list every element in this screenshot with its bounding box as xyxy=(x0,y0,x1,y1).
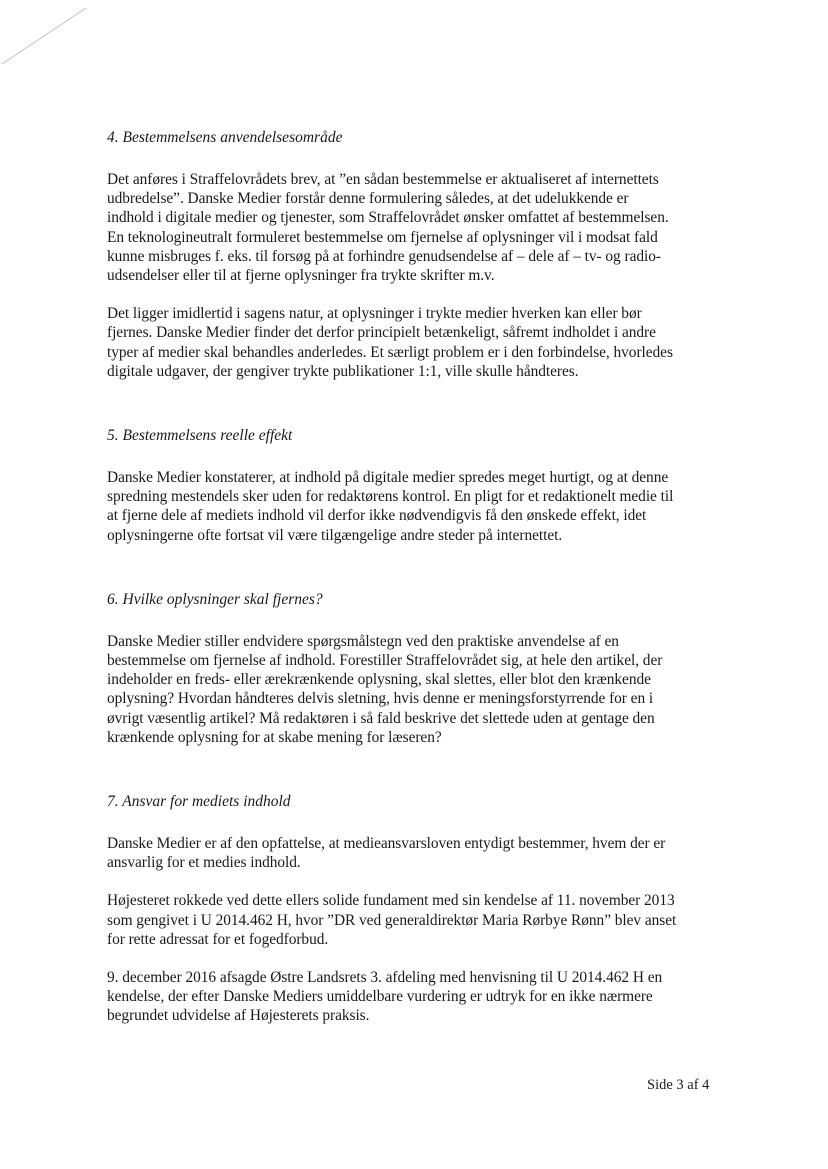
scan-corner-mark xyxy=(0,0,100,70)
section-heading: 4. Bestemmelsens anvendelsesområde xyxy=(107,129,343,146)
text-line: typer af medier skal behandles anderledes. Et særligt problem er i den forbindelse, hvorledes xyxy=(107,343,673,361)
text-line: 9. december 2016 afsagde Østre Landsrets 3. afdeling med henvisning til U 2014.462 H en xyxy=(107,969,663,987)
text-line: kendelse, der efter Danske Mediers umiddelbare vurdering er udtryk for en ikke nærmere xyxy=(107,988,653,1006)
paragraph xyxy=(107,304,719,381)
text-line: spredning mestendels sker uden for redaktørens kontrol. En pligt for et redaktionelt medie til xyxy=(107,488,674,506)
text-line: Danske Medier stiller endvidere spørgsmålstegn ved den praktiske anvendelse af en xyxy=(107,632,619,650)
paragraph xyxy=(107,170,719,285)
text-line: Det ligger imidlertid i sagens natur, at oplysninger i trykte medier hverken kan eller bør xyxy=(107,305,642,323)
paragraph xyxy=(107,968,719,1026)
text-line: Det anføres i Straffelovrådets brev, at ”en sådan bestemmelse er aktualiseret af internettets xyxy=(107,171,659,188)
text-line: indhold i digitale medier og tjenester, som Straffelovrådet ønsker omfattet af bestemmelsen. xyxy=(107,209,669,227)
paragraph xyxy=(107,632,719,747)
text-line: bestemmelse om fjernelse af indhold. Forestiller Straffelovrådet sig, at hele den artikel, der xyxy=(107,652,663,670)
text-line: begrundet udvidelse af Højesterets praksis. xyxy=(107,1007,370,1025)
paragraph xyxy=(107,834,719,872)
text-line: ansvarlig for et medies indhold. xyxy=(107,854,301,872)
text-line: at fjerne dele af mediets indhold vil derfor ikke nødvendigvis få den ønskede effekt, idet xyxy=(107,507,647,525)
text-line: krænkende oplysning for at skabe mening for læseren? xyxy=(107,728,442,746)
text-line: som gengivet i U 2014.462 H, hvor ”DR ved generaldirektør Maria Rørbye Rønn” blev anset xyxy=(107,911,677,929)
section-5 xyxy=(107,426,719,545)
text-line: Danske Medier er af den opfattelse, at medieansvarsloven entydigt bestemmer, hvem der er xyxy=(107,835,666,853)
text-line: Højesteret rokkede ved dette ellers solide fundament med sin kendelse af 11. november 2013 xyxy=(107,892,675,910)
text-line: digitale udgaver, der gengiver trykte publikationer 1:1, ville skulle håndteres. xyxy=(107,362,579,380)
text-line: udsendelser eller til at fjerne oplysninger fra trykte skrifter m.v. xyxy=(107,267,495,285)
document-body xyxy=(107,128,719,1026)
section-7 xyxy=(107,792,719,1026)
text-line: kunne misbruges f. eks. til forsøg på at forhindre genudsendelse af – dele af – tv- og radio- xyxy=(107,247,661,265)
text-line: Danske Medier konstaterer, at indhold på digitale medier spredes meget hurtigt, og at denne xyxy=(107,469,669,487)
section-6 xyxy=(107,590,719,747)
section-heading: 6. Hvilke oplysninger skal fjernes? xyxy=(107,590,323,608)
page-number: Side 3 af 4 xyxy=(647,1077,710,1093)
section-4 xyxy=(107,128,719,381)
text-line: udbredelse”. Danske Medier forstår denne formulering således, at det udelukkende er xyxy=(107,190,629,208)
text-line: En teknologineutralt formuleret bestemmelse om fjernelse af oplysninger vil i modsat fald xyxy=(107,228,658,246)
paragraph xyxy=(107,891,719,949)
text-line: fjernes. Danske Medier finder det derfor principielt betænkeligt, såfremt indholdet i andre xyxy=(107,324,656,342)
text-line: øvrigt væsentlig artikel? Må redaktøren i så fald beskrive det slettede uden at gentage den xyxy=(107,709,655,727)
section-heading: 7. Ansvar for mediets indhold xyxy=(107,793,291,811)
section-heading: 5. Bestemmelsens reelle effekt xyxy=(107,427,293,445)
text-line: for rette adressat for et fogedforbud. xyxy=(107,930,329,948)
paragraph xyxy=(107,468,719,545)
text-line: oplysning? Hvordan håndteres delvis sletning, hvis denne er meningsforstyrrende for en i xyxy=(107,690,654,708)
text-line: oplysningerne ofte fortsat vil være tilgængelige andre steder på internettet. xyxy=(107,526,563,544)
text-line: indeholder en freds- eller ærekrænkende oplysning, skal slettes, eller blot den krænkende xyxy=(107,671,651,689)
